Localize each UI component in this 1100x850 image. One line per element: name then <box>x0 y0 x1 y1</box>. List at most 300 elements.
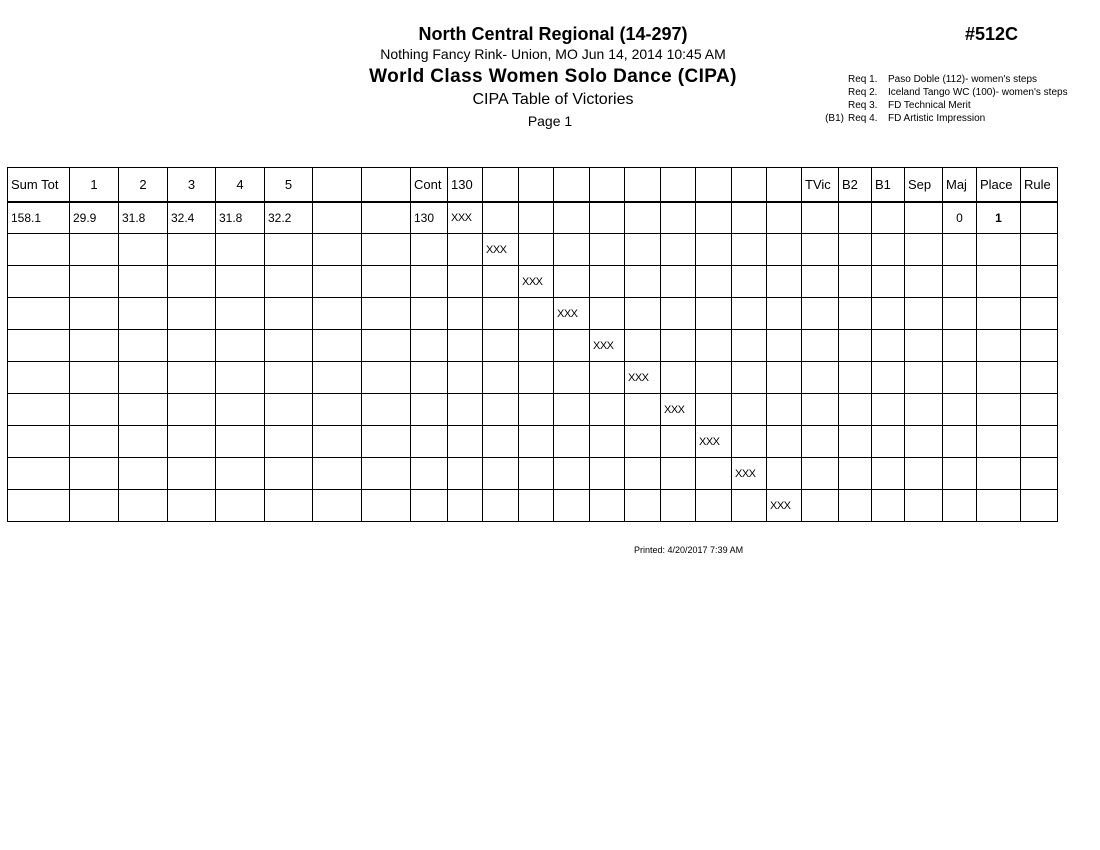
table-cell <box>216 330 265 362</box>
table-cell <box>519 298 554 330</box>
table-cell <box>119 426 168 458</box>
table-cell <box>732 298 767 330</box>
requirement-text: FD Technical Merit <box>888 100 971 111</box>
table-cell <box>216 490 265 522</box>
column-header <box>483 168 519 202</box>
table-cell <box>448 234 483 266</box>
table-cell <box>732 490 767 522</box>
event-number: #512C <box>965 24 1019 44</box>
requirement-label: Req 2. <box>848 87 878 98</box>
table-cell <box>661 330 696 362</box>
table-cell <box>168 458 216 490</box>
column-header: Sep <box>905 168 943 202</box>
requirement-tag <box>810 86 848 99</box>
table-cell <box>590 490 625 522</box>
table-cell <box>977 330 1021 362</box>
table-cell <box>119 490 168 522</box>
table-cell <box>8 298 70 330</box>
table-cell <box>168 266 216 298</box>
table-cell <box>732 426 767 458</box>
table-cell <box>661 298 696 330</box>
table-cell <box>943 362 977 394</box>
table-cell <box>905 490 943 522</box>
table-cell <box>590 298 625 330</box>
table-cell <box>1021 234 1058 266</box>
table-cell: XXX <box>696 426 732 458</box>
table-cell <box>1021 490 1058 522</box>
table-cell <box>625 426 661 458</box>
table-cell <box>732 362 767 394</box>
table-cell <box>168 330 216 362</box>
table-cell <box>590 234 625 266</box>
table-cell <box>802 362 839 394</box>
table-cell <box>732 394 767 426</box>
table-cell <box>554 394 590 426</box>
table-cell <box>872 298 905 330</box>
table-cell <box>590 394 625 426</box>
table-cell <box>483 202 519 234</box>
table-cell: 31.8 <box>216 202 265 234</box>
table-cell <box>8 490 70 522</box>
table-cell <box>216 426 265 458</box>
table-cell <box>448 426 483 458</box>
table-cell <box>313 394 362 426</box>
table-cell <box>519 330 554 362</box>
table-cell <box>625 330 661 362</box>
venue-line: Nothing Fancy Rink- Union, MO Jun 14, 2014 10:45 AM <box>380 46 726 62</box>
table-cell <box>943 490 977 522</box>
table-cell <box>767 330 802 362</box>
table-cell <box>872 394 905 426</box>
table-cell <box>905 394 943 426</box>
table-cell <box>362 362 411 394</box>
table-cell <box>448 394 483 426</box>
table-cell <box>977 394 1021 426</box>
table-cell <box>839 394 872 426</box>
requirement-tag <box>810 99 848 112</box>
table-cell <box>905 362 943 394</box>
requirement-label: Req 1. <box>848 74 878 85</box>
table-cell <box>839 234 872 266</box>
table-cell <box>696 458 732 490</box>
table-cell <box>872 202 905 234</box>
column-header: Rule <box>1021 168 1058 202</box>
table-cell <box>977 490 1021 522</box>
table-cell <box>977 426 1021 458</box>
table-row <box>8 458 1058 490</box>
table-cell <box>119 394 168 426</box>
table-cell <box>483 394 519 426</box>
column-header <box>732 168 767 202</box>
table-cell <box>905 298 943 330</box>
table-cell <box>590 266 625 298</box>
table-cell <box>802 234 839 266</box>
table-cell <box>483 426 519 458</box>
table-cell <box>168 234 216 266</box>
table-cell <box>554 362 590 394</box>
table-cell <box>943 330 977 362</box>
table-cell <box>411 458 448 490</box>
table-cell: 32.2 <box>265 202 313 234</box>
table-cell <box>168 298 216 330</box>
table-cell <box>905 266 943 298</box>
table-cell: XXX <box>625 362 661 394</box>
table-cell <box>70 394 119 426</box>
table-cell <box>872 330 905 362</box>
table-cell <box>732 202 767 234</box>
table-cell <box>767 426 802 458</box>
table-cell <box>905 426 943 458</box>
column-header: Maj <box>943 168 977 202</box>
table-cell: XXX <box>554 298 590 330</box>
table-row <box>8 298 1058 330</box>
table-cell <box>265 298 313 330</box>
table-cell <box>696 234 732 266</box>
table-cell <box>661 490 696 522</box>
table-cell <box>70 234 119 266</box>
table-cell <box>802 458 839 490</box>
table-cell <box>168 394 216 426</box>
column-header: 5 <box>265 168 313 202</box>
table-cell <box>977 266 1021 298</box>
column-header <box>590 168 625 202</box>
table-cell: XXX <box>590 330 625 362</box>
requirement-item <box>810 86 1068 99</box>
column-header <box>767 168 802 202</box>
table-cell <box>8 266 70 298</box>
table-cell <box>767 458 802 490</box>
table-cell <box>802 426 839 458</box>
table-cell <box>661 362 696 394</box>
requirements-list <box>810 73 1068 125</box>
table-cell <box>625 202 661 234</box>
table-cell <box>483 266 519 298</box>
table-cell <box>362 426 411 458</box>
table-cell <box>313 458 362 490</box>
table-row <box>8 394 1058 426</box>
table-cell <box>8 234 70 266</box>
table-cell: XXX <box>483 234 519 266</box>
table-cell <box>696 330 732 362</box>
column-header <box>362 168 411 202</box>
table-cell: XXX <box>448 202 483 234</box>
table-cell <box>313 298 362 330</box>
column-header <box>625 168 661 202</box>
table-cell <box>483 490 519 522</box>
table-row <box>8 266 1058 298</box>
page-number: Page 1 <box>527 113 573 129</box>
table-cell: 29.9 <box>70 202 119 234</box>
table-cell <box>216 362 265 394</box>
table-cell <box>802 394 839 426</box>
table-cell <box>802 330 839 362</box>
table-row <box>8 330 1058 362</box>
table-cell: XXX <box>661 394 696 426</box>
table-row <box>8 362 1058 394</box>
table-cell: 158.1 <box>8 202 70 234</box>
table-cell <box>70 298 119 330</box>
table-cell <box>839 490 872 522</box>
column-header: 130 <box>448 168 483 202</box>
table-cell <box>943 266 977 298</box>
table-cell <box>872 266 905 298</box>
table-cell <box>943 234 977 266</box>
requirement-text: Paso Doble (112)- women's steps <box>888 74 1038 85</box>
table-cell <box>411 330 448 362</box>
table-cell <box>411 234 448 266</box>
table-cell <box>483 298 519 330</box>
table-cell <box>696 394 732 426</box>
table-cell <box>977 298 1021 330</box>
table-cell <box>362 266 411 298</box>
table-cell <box>554 490 590 522</box>
table-cell <box>411 298 448 330</box>
table-cell <box>767 266 802 298</box>
table-cell <box>70 330 119 362</box>
requirement-label: Req 4. <box>848 113 878 124</box>
table-cell <box>661 266 696 298</box>
table-cell <box>313 202 362 234</box>
table-cell <box>839 266 872 298</box>
table-cell <box>8 458 70 490</box>
table-cell: XXX <box>732 458 767 490</box>
requirement-item <box>810 73 1068 86</box>
table-cell <box>216 298 265 330</box>
table-cell <box>943 298 977 330</box>
table-cell <box>732 234 767 266</box>
table-cell <box>411 426 448 458</box>
table-cell <box>216 394 265 426</box>
table-cell <box>216 458 265 490</box>
column-header: 1 <box>70 168 119 202</box>
table-cell <box>448 298 483 330</box>
table-title: CIPA Table of Victories <box>472 91 634 108</box>
table-cell: XXX <box>767 490 802 522</box>
table-row <box>8 202 1058 234</box>
table-cell <box>1021 266 1058 298</box>
table-cell <box>119 458 168 490</box>
table-cell <box>70 266 119 298</box>
event-title: World Class Women Solo Dance (CIPA) <box>369 66 737 87</box>
requirement-item <box>810 112 1068 125</box>
column-header: B1 <box>872 168 905 202</box>
table-cell <box>362 394 411 426</box>
table-cell: 130 <box>411 202 448 234</box>
table-cell: 32.4 <box>168 202 216 234</box>
table-header-row <box>8 168 1058 202</box>
table-cell <box>732 266 767 298</box>
table-cell <box>1021 458 1058 490</box>
table-cell <box>448 490 483 522</box>
table-cell <box>448 330 483 362</box>
column-header: Place <box>977 168 1021 202</box>
requirement-text: FD Artistic Impression <box>888 113 986 124</box>
competition-title: North Central Regional (14-297) <box>418 24 688 44</box>
table-cell <box>590 362 625 394</box>
table-cell <box>767 394 802 426</box>
table-cell <box>313 426 362 458</box>
table-cell <box>1021 362 1058 394</box>
table-cell <box>168 426 216 458</box>
table-cell <box>70 426 119 458</box>
table-cell <box>265 426 313 458</box>
table-cell <box>519 426 554 458</box>
table-cell <box>265 330 313 362</box>
table-cell <box>625 298 661 330</box>
table-cell <box>362 298 411 330</box>
column-header: 2 <box>119 168 168 202</box>
table-cell <box>411 394 448 426</box>
table-cell <box>483 458 519 490</box>
table-cell <box>554 426 590 458</box>
table-cell <box>590 458 625 490</box>
table-cell <box>168 362 216 394</box>
table-cell <box>905 202 943 234</box>
table-cell <box>732 330 767 362</box>
table-cell <box>767 234 802 266</box>
table-cell <box>8 362 70 394</box>
table-cell <box>519 362 554 394</box>
table-cell <box>943 394 977 426</box>
table-cell <box>313 330 362 362</box>
table-cell <box>661 426 696 458</box>
table-cell <box>362 458 411 490</box>
table-cell <box>362 202 411 234</box>
column-header <box>519 168 554 202</box>
table-cell <box>554 330 590 362</box>
table-cell <box>519 490 554 522</box>
table-cell: 31.8 <box>119 202 168 234</box>
table-cell <box>977 458 1021 490</box>
table-cell <box>554 266 590 298</box>
column-header: TVic <box>802 168 839 202</box>
table-cell <box>802 298 839 330</box>
table-cell <box>362 490 411 522</box>
table-cell <box>839 298 872 330</box>
table-cell <box>119 362 168 394</box>
table-cell <box>1021 394 1058 426</box>
table-cell <box>943 458 977 490</box>
table-cell <box>70 490 119 522</box>
table-cell <box>943 426 977 458</box>
table-cell <box>839 458 872 490</box>
table-cell <box>839 362 872 394</box>
table-cell <box>362 234 411 266</box>
table-cell <box>411 490 448 522</box>
table-cell <box>216 266 265 298</box>
table-cell <box>696 362 732 394</box>
table-cell <box>8 426 70 458</box>
table-cell <box>802 490 839 522</box>
table-cell <box>625 266 661 298</box>
table-cell <box>313 490 362 522</box>
table-cell <box>839 426 872 458</box>
table-cell <box>448 266 483 298</box>
table-cell <box>872 234 905 266</box>
table-cell <box>802 266 839 298</box>
table-cell <box>1021 426 1058 458</box>
table-cell <box>872 426 905 458</box>
table-cell <box>977 362 1021 394</box>
table-cell <box>625 490 661 522</box>
table-cell <box>362 330 411 362</box>
table-cell <box>8 394 70 426</box>
table-cell <box>8 330 70 362</box>
column-header <box>313 168 362 202</box>
table-cell <box>696 298 732 330</box>
printed-timestamp: Printed: 4/20/2017 7:39 AM <box>634 545 744 555</box>
table-cell <box>839 330 872 362</box>
table-cell <box>448 458 483 490</box>
table-cell <box>411 362 448 394</box>
table-cell <box>696 490 732 522</box>
table-cell <box>661 202 696 234</box>
table-cell <box>119 330 168 362</box>
requirement-label: Req 3. <box>848 100 878 111</box>
table-cell <box>554 234 590 266</box>
table-cell <box>119 266 168 298</box>
table-cell <box>905 458 943 490</box>
table-cell <box>265 234 313 266</box>
table-cell <box>554 202 590 234</box>
requirement-item <box>810 99 1068 112</box>
table-cell <box>802 202 839 234</box>
table-cell <box>313 362 362 394</box>
table-cell <box>483 362 519 394</box>
table-cell <box>625 234 661 266</box>
column-header: Cont <box>411 168 448 202</box>
table-cell <box>696 266 732 298</box>
table-cell <box>661 234 696 266</box>
column-header: 4 <box>216 168 265 202</box>
table-cell <box>265 266 313 298</box>
table-cell <box>977 234 1021 266</box>
column-header <box>554 168 590 202</box>
table-row <box>8 426 1058 458</box>
table-cell <box>313 266 362 298</box>
table-cell <box>519 394 554 426</box>
table-cell <box>767 362 802 394</box>
requirement-tag: (B1) <box>825 113 844 124</box>
table-cell <box>313 234 362 266</box>
table-cell <box>554 458 590 490</box>
table-cell <box>767 202 802 234</box>
table-cell <box>872 458 905 490</box>
table-cell <box>265 458 313 490</box>
table-cell <box>872 362 905 394</box>
table-cell <box>625 458 661 490</box>
table-cell <box>1021 202 1058 234</box>
table-cell <box>448 362 483 394</box>
table-row <box>8 234 1058 266</box>
column-header: B2 <box>839 168 872 202</box>
table-cell <box>119 298 168 330</box>
table-row <box>8 490 1058 522</box>
table-cell <box>216 234 265 266</box>
table-cell <box>590 202 625 234</box>
table-cell <box>839 202 872 234</box>
table-cell <box>1021 298 1058 330</box>
table-cell <box>70 362 119 394</box>
table-cell <box>411 266 448 298</box>
table-of-victories <box>7 167 1058 522</box>
table-cell: XXX <box>519 266 554 298</box>
table-cell: 0 <box>943 202 977 234</box>
column-header: Sum Tot <box>8 168 70 202</box>
table-cell <box>119 234 168 266</box>
requirement-tag <box>810 73 848 86</box>
table-cell <box>661 458 696 490</box>
